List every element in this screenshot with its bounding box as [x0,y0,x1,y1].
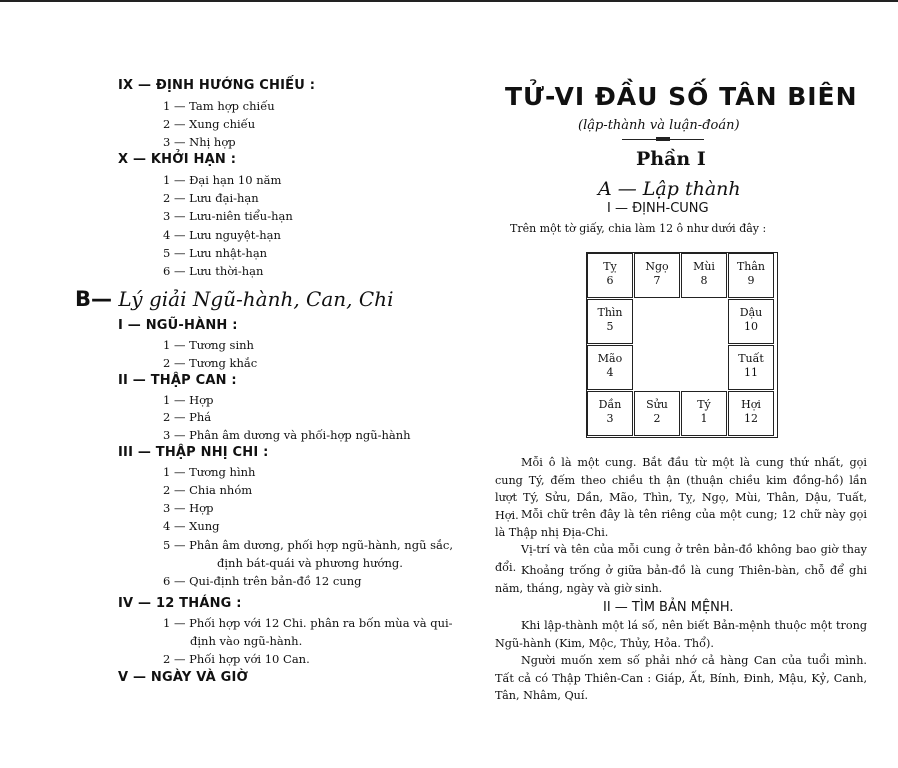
list-item-continuation: định vào ngũ-hành. [190,634,303,648]
palace-number: 3 [606,412,614,425]
palace-name: Sửu [646,398,668,411]
list-item: 4 — Lưu nguyệt-hạn [163,228,281,242]
palace-number: 11 [744,366,758,379]
part-b-title: Lý giải Ngũ-hành, Can, Chi [118,287,394,311]
palace-number: 9 [747,274,755,287]
palace-cell [587,299,633,344]
palace-cell [681,391,727,436]
palace-number: 10 [744,320,758,333]
section-iv-heading: IV — 12 THÁNG : [118,596,242,611]
list-item: 3 — Hợp [163,501,214,515]
section-ii-heading: II — THẬP CAN : [118,373,237,388]
palace-cell [728,299,774,344]
palace-name: Mùi [693,260,715,273]
paragraph: Vị-trí và tên của mỗi cung ở trên bản-đồ không bao giờ thay đổi. [495,543,867,574]
palace-name: Mão [597,352,623,365]
section-v-heading: V — NGÀY VÀ GIỜ [118,670,249,685]
palace-number: 2 [653,412,661,425]
section-ix-heading: IX — ĐỊNH HƯỚNG CHIẾU : [118,78,316,93]
section-heading: I — ĐỊNH-CUNG [607,201,709,216]
paragraph: Mỗi chữ trên đây là tên riêng của một cung; 12 chữ này gọi là Thập nhị Địa-Chi. [495,508,867,539]
paragraph: Khi lập-thành một lá số, nên biết Bản-mệnh thuộc một trong Ngũ-hành (Kim, Mộc, Thủy, Hỏa. Thổ). [495,619,867,650]
section-heading-ii: II — TÌM BẢN MỆNH. [603,600,734,615]
book-subtitle: (lập-thành và luận-đoán) [578,118,740,133]
palace-cell [587,253,633,298]
thien-ban-center [634,299,728,391]
list-item: 3 — Phân âm dương và phối-hợp ngũ-hành [163,428,411,442]
paragraph: Khoảng trống ở giữa bản-đồ là cung Thiên-bàn, chỗ để ghi năm, tháng, ngày và giờ sinh. [495,564,867,595]
palace-number: 12 [744,412,758,425]
list-item: 1 — Đại hạn 10 năm [163,173,282,187]
book-title: TỬ-VI ĐẦU SỐ TÂN BIÊN [505,82,858,111]
palace-name: Dậu [739,306,763,319]
list-item-continuation: định bát-quái và phương hướng. [217,556,403,570]
palace-cell [587,345,633,390]
palace-cell [634,253,680,298]
chapter-heading: A — Lập thành [598,178,741,200]
palace-number: 8 [700,274,708,287]
palace-number: 1 [700,412,708,425]
palace-number: 4 [606,366,614,379]
list-item: 3 — Lưu-niên tiểu-hạn [163,209,293,223]
divider-ornament [656,137,670,141]
palace-name: Tuất [738,352,764,365]
part-b-heading [75,287,393,311]
part-heading: Phần I [636,148,706,170]
part-b-prefix: B— [75,287,113,311]
palace-name: Tý [697,398,711,411]
palace-name: Ngọ [645,260,669,273]
list-item: 2 — Lưu đại-hạn [163,191,259,205]
section-i-heading: I — NGŨ-HÀNH : [118,318,238,333]
list-item: 2 — Phối hợp với 10 Can. [163,652,310,666]
palace-name: Thân [736,260,766,273]
section-iii-heading: III — THẬP NHỊ CHI : [118,445,269,460]
section-x-heading: X — KHỞI HẠN : [118,152,237,167]
list-item: 2 — Xung chiếu [163,117,256,131]
palace-name: Tỵ [603,260,617,273]
palace-cell [634,391,680,436]
paragraph: Mỗi ô là một cung. Bắt đầu từ một là cung thứ nhất, gọi cung Tý, đếm theo chiều th ận (thuận chiều kim đồng-hồ) lần lượt Tý, Sửu, Dần, Mão, Thìn, Tỵ, Ngọ, Mùi, Thân, Dậu, Tuất, Hợi. [495,456,867,522]
palace-cell [681,253,727,298]
palace-cell [587,391,633,436]
palace-number: 7 [653,274,661,287]
list-item: 6 — Qui-định trên bản-đồ 12 cung [163,574,362,588]
palace-cell [728,391,774,436]
list-item: 1 — Tam hợp chiếu [163,99,275,113]
palace-name: Thìn [597,306,623,319]
palace-name: Dần [598,398,622,411]
list-item: 1 — Tương hình [163,465,256,479]
twelve-palace-grid [586,252,778,438]
list-item: 3 — Nhị hợp [163,135,236,149]
list-item: 2 — Chia nhóm [163,483,253,497]
palace-number: 5 [606,320,614,333]
palace-number: 6 [606,274,614,287]
list-item: 2 — Tương khắc [163,356,258,370]
list-item: 4 — Xung [163,519,220,533]
palace-cell [728,253,774,298]
paragraph: Người muốn xem số phải nhớ cả hàng Can của tuổi mình. Tất cả có Thập Thiên-Can : Giáp, Ất, Bính, Đinh, Mậu, Kỷ, Canh, Tân, Nhâm, Quí. [495,654,867,702]
palace-cell [728,345,774,390]
list-item: 6 — Lưu thời-hạn [163,264,264,278]
list-item: 1 — Tương sinh [163,338,254,352]
intro-text: Trên một tờ giấy, chia làm 12 ô như dưới đây : [510,222,767,235]
list-item: 5 — Lưu nhật-hạn [163,246,268,260]
list-item: 1 — Hợp [163,393,214,407]
list-item: 2 — Phá [163,410,212,424]
list-item: 5 — Phân âm dương, phối hợp ngũ-hành, ngũ sắc, [163,538,453,552]
list-item: 1 — Phối hợp với 12 Chi. phân ra bốn mùa và qui- [163,616,453,630]
palace-name: Hợi [741,398,761,411]
